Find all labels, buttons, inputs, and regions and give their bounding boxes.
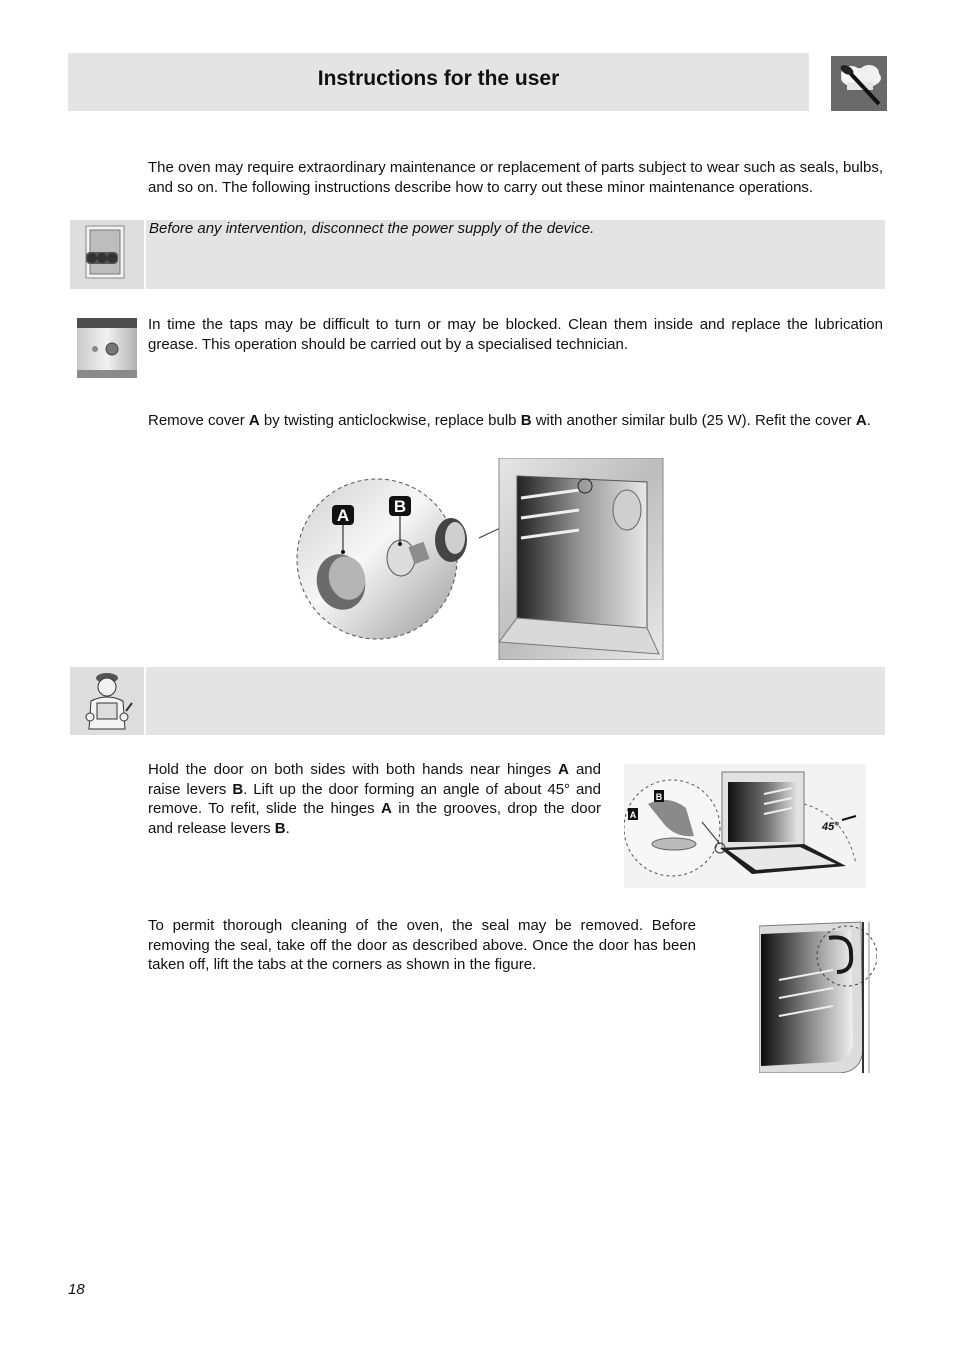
door-label-b: B [232, 780, 244, 798]
seal-removal-figure [759, 920, 877, 1073]
door-figure-label-a: A [629, 810, 637, 820]
door-text-3: . Lift up the door forming an angle of about 45° and remove. To refit, slide the hinges [148, 780, 601, 817]
door-figure-angle: 45° [822, 821, 839, 833]
oven-control-panel-icon [77, 318, 137, 378]
page-number: 18 [68, 1281, 85, 1298]
intro-paragraph: The oven may require extraordinary maintenance or replacement of parts subject to wear such as seals, bulbs, and so on. The following instructions describe how to carry out these minor maintenance operations. [148, 159, 883, 196]
figure-label-b: B [393, 497, 407, 516]
door-removal-figure [624, 764, 866, 888]
figure-label-a: A [336, 506, 350, 525]
bulb-replacement-figure [289, 458, 664, 660]
door-text-1: Hold the door on both sides with both hands near hinges [148, 761, 559, 778]
header-bar [68, 53, 809, 111]
warning-band [146, 220, 885, 289]
bulb-text-2: by twisting anticlockwise, replace bulb [259, 412, 521, 429]
technician-band [146, 667, 885, 735]
warning-text: Before any intervention, disconnect the power supply of the device. [149, 220, 595, 237]
power-plug-icon [70, 220, 144, 289]
page-title: Instructions for the user [317, 67, 560, 90]
bulb-text-1: Remove cover [148, 412, 249, 429]
door-text-4: in the grooves, drop the door and release levers [148, 800, 601, 837]
bulb-label-b: B [520, 412, 532, 429]
door-text-2: and raise levers [148, 761, 601, 798]
door-paragraph [148, 760, 601, 838]
technician-icon [70, 667, 144, 735]
door-label-a: A [558, 761, 569, 778]
bulb-label-a-2: A [855, 412, 867, 429]
door-label-a-2: A [381, 800, 392, 817]
chef-hat-spoon-icon [831, 56, 887, 111]
bulb-label-a: A [248, 412, 260, 429]
bulb-text-3: with another similar bulb (25 W). Refit the cover [531, 412, 856, 429]
door-label-b-2: B [274, 819, 286, 837]
bulb-paragraph [148, 411, 883, 431]
seal-paragraph: To permit thorough cleaning of the oven, the seal may be removed. Before removing the seal, take off the door as described above. Once the door has been taken off, lift the tabs at the corners as shown in the figure. [148, 917, 696, 973]
door-figure-label-b: B [655, 792, 663, 802]
taps-paragraph: In time the taps may be difficult to turn or may be blocked. Clean them inside and replace the lubrication grease. This operation should be carried out by a specialised technician. [148, 316, 883, 353]
bulb-text-4: . [866, 412, 871, 429]
door-text-5: . [285, 819, 290, 837]
